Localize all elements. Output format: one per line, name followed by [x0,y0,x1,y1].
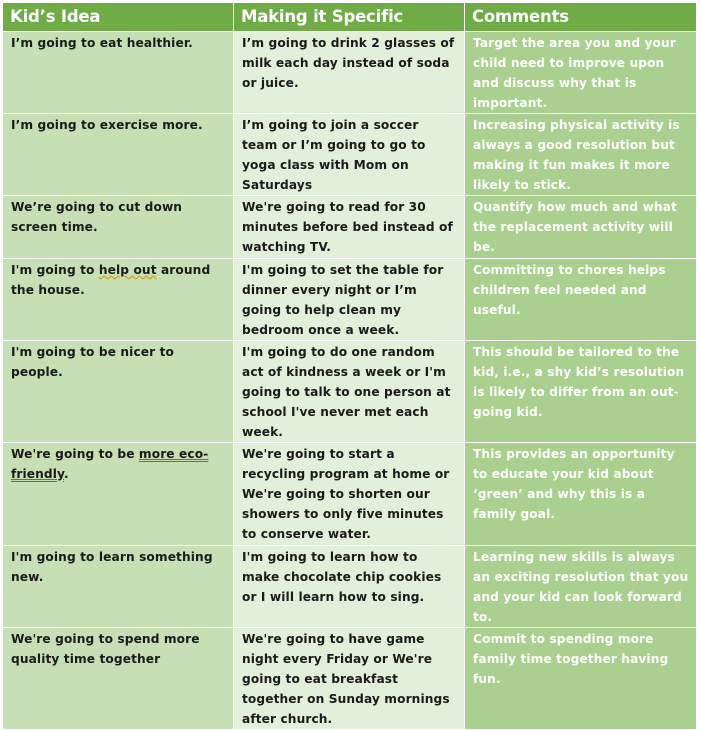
kids-idea-cell: We’re going to cut down screen time. [3,196,234,259]
kids-idea-cell [3,259,234,341]
comment-cell: This should be tailored to the kid, i.e., a shy kid’s resolution is likely to differ from an out-going kid. [465,341,697,443]
specific-cell: We're going to read for 30 minutes before bed instead of watching TV. [234,196,465,259]
spellcheck-flagged-text: help out [98,263,157,277]
table-row [3,443,697,546]
table-row [3,32,697,114]
specific-cell: I'm going to do one random act of kindness a week or I'm going to talk to one person at school I've never met each week. [234,341,465,443]
table-row [3,546,697,628]
idea-text-post: around the house. [11,263,211,297]
specific-cell: I'm going to set the table for dinner every night or I’m going to help clean my bedroom once a week. [234,259,465,341]
comment-cell: Commit to spending more family time together having fun. [465,628,697,730]
table-row [3,628,697,730]
header-kids-idea: Kid’s Idea [3,3,234,32]
table-row [3,259,697,341]
comment-cell: Learning new skills is always an exciting resolution that you and your kid can look forward to. [465,546,697,628]
comment-cell: Increasing physical activity is always a good resolution but making it fun makes it more likely to stick. [465,114,697,196]
comment-cell: Committing to chores helps children feel needed and useful. [465,259,697,341]
specific-cell: I’m going to join a soccer team or I’m going to go to yoga class with Mom on Saturdays [234,114,465,196]
grammar-flagged-text: more eco-friendly [11,447,209,481]
comment-cell: Target the area you and your child need to improve upon and discuss why that is important. [465,32,697,114]
specific-cell: We're going to have game night every Friday or We're going to eat breakfast together on Sunday mornings after church. [234,628,465,730]
idea-text-pre: I'm going to [11,263,99,277]
specific-cell: We're going to start a recycling program at home or We're going to shorten our showers to only five minutes to conserve water. [234,443,465,546]
table-row [3,341,697,443]
kids-idea-cell: We're going to spend more quality time together [3,628,234,730]
kids-idea-cell: I'm going to be nicer to people. [3,341,234,443]
comment-cell: This provides an opportunity to educate your kid about ‘green’ and why this is a family goal. [465,443,697,546]
kids-idea-cell: I’m going to exercise more. [3,114,234,196]
specific-cell: I'm going to learn how to make chocolate chip cookies or I will learn how to sing. [234,546,465,628]
kids-idea-cell: I'm going to learn something new. [3,546,234,628]
idea-text-post: . [63,467,69,481]
resolutions-table-container [2,2,696,730]
comment-cell: Quantify how much and what the replacement activity will be. [465,196,697,259]
idea-text-pre: We're going to be [11,447,139,461]
kids-idea-cell [3,443,234,546]
table-row [3,114,697,196]
header-comments: Comments [465,3,697,32]
specific-cell: I’m going to drink 2 glasses of milk each day instead of soda or juice. [234,32,465,114]
resolutions-table [2,2,697,730]
header-making-it-specific: Making it Specific [234,3,465,32]
kids-idea-cell: I’m going to eat healthier. [3,32,234,114]
table-row [3,196,697,259]
table-header-row [3,3,697,32]
